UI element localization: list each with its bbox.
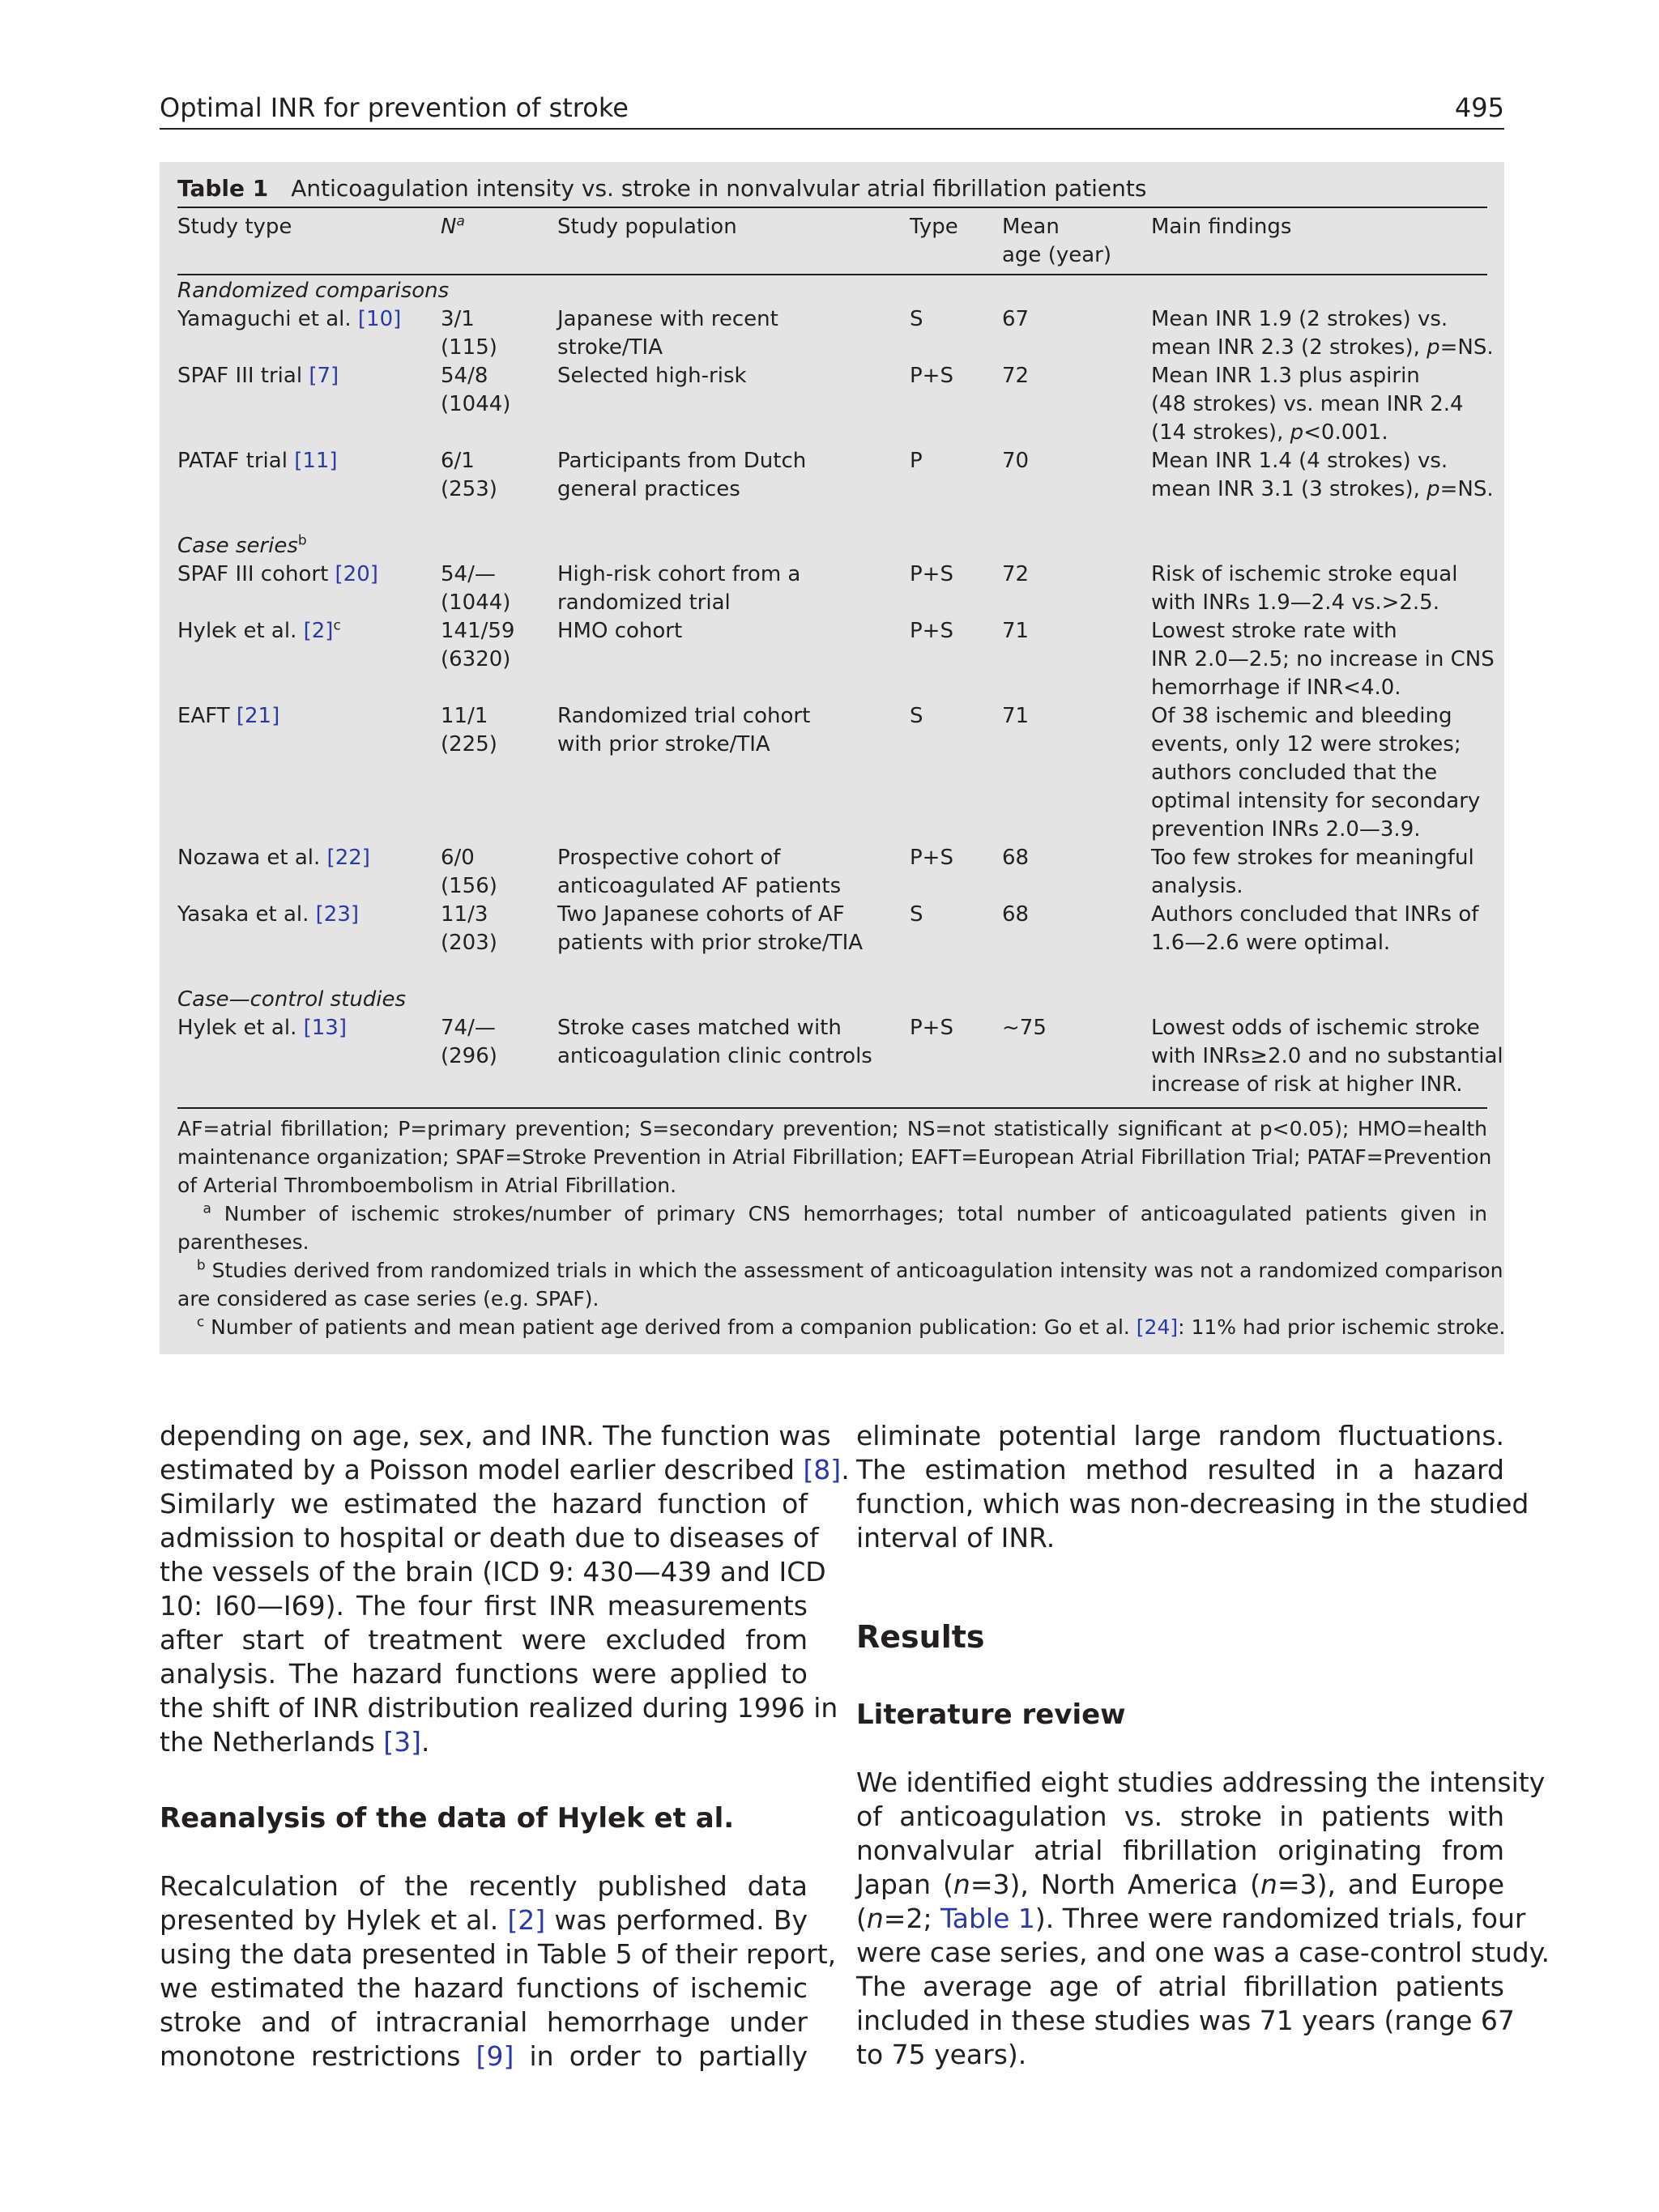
reference-link[interactable]: [20] (335, 562, 378, 586)
table-cell-study: Hylek et al. $[2]^c$ (177, 617, 341, 643)
table-cell-study: Hylek et al. [13] (177, 1016, 347, 1040)
table-cell-population: Selected high-risk (557, 364, 747, 388)
right-column-lower (856, 1766, 1550, 2072)
text-line: monotone restrictions [9] in order to partially (160, 2040, 808, 2072)
italic-symbol: p (1427, 335, 1440, 360)
table-cell-findings: Mean INR 1.3 plus aspirin (48 strokes) vs. mean INR 2.4 (14 strokes), p<0.001. (1151, 364, 1464, 445)
table-cell-findings: Too few strokes for meaningful analysis. (1151, 846, 1474, 898)
header-type: Type (910, 215, 958, 239)
text-line: to 75 years). (856, 2039, 1027, 2070)
table-cell-study: PATAF trial [11] (177, 449, 338, 473)
text-line: Recalculation of the recently published data (160, 1870, 808, 1902)
table-cell-findings: Authors concluded that INRs of 1.6—2.6 were optimal. (1151, 902, 1479, 955)
running-head (160, 87, 1504, 130)
reference-link[interactable]: [9] (476, 2040, 514, 2072)
header-n: $N^a$ (441, 213, 465, 239)
text-line: function, which was non-decreasing in the studied (856, 1488, 1529, 1519)
reference-link[interactable]: [8] (803, 1454, 842, 1485)
table-cell-type: S (910, 307, 923, 331)
italic-symbol: p (1427, 477, 1440, 501)
header-study-type: Study type (177, 215, 292, 239)
section-heading-literature-review: Literature review (856, 1698, 1126, 1731)
table-cell-population: High-risk cohort from a randomized trial (557, 562, 801, 615)
table-cell-age: 70 (1002, 449, 1030, 473)
footnote-abbreviations-line: of Arterial Thromboembolism in Atrial Fibrillation. (177, 1174, 677, 1197)
header-findings: Main findings (1151, 215, 1292, 239)
table-cell-n: 54/8 (1044) (441, 364, 511, 416)
text-line: (n=2; Table 1). Three were randomized trials, four (856, 1903, 1526, 1934)
text-line: using the data presented in Table 5 of their report, (160, 1938, 837, 1970)
table-cell-type: P+S (910, 1016, 953, 1040)
right-column (856, 1419, 1529, 1555)
table-cell-findings: Risk of ischemic stroke equal with INRs 1.9—2.4 vs.>2.5. (1151, 562, 1458, 615)
table-cell-type: P+S (910, 364, 953, 388)
table-cell-type: P+S (910, 846, 953, 870)
table-cell-population: Two Japanese cohorts of AF patients with prior stroke/TIA (557, 902, 864, 955)
text-line: admission to hospital or death due to diseases of (160, 1522, 819, 1554)
table-cell-type: S (910, 704, 923, 728)
table-cell-age: 71 (1002, 704, 1030, 728)
text-line: after start of treatment were excluded from (160, 1624, 808, 1656)
reference-link[interactable]: [3] (383, 1726, 422, 1758)
reference-link[interactable]: [10] (357, 307, 402, 331)
text-line: the Netherlands [3]. (160, 1726, 430, 1758)
table-cell-n: 6/0 (156) (441, 846, 497, 898)
left-column (160, 1419, 850, 1759)
table-cell-age: 68 (1002, 846, 1030, 870)
table-top-rule (177, 207, 1487, 208)
text-line: of anticoagulation vs. stroke in patients with (856, 1801, 1504, 1832)
reference-link[interactable]: [2] (303, 619, 334, 643)
table-cell-findings: Lowest stroke rate with INR 2.0—2.5; no increase in CNS hemorrhage if INR<4.0. (1151, 619, 1495, 700)
table-cell-type: P+S (910, 619, 953, 643)
reference-link[interactable]: [22] (326, 846, 370, 870)
text-line: we estimated the hazard functions of ischemic (160, 1972, 808, 2004)
table-cell-study: SPAF III trial [7] (177, 364, 339, 388)
reference-link[interactable]: [7] (309, 364, 339, 388)
text-line: included in these studies was 71 years (range 67 (856, 2005, 1515, 2036)
italic-symbol: n (1260, 1869, 1277, 1900)
running-head-title: Optimal INR for prevention of stroke (160, 92, 629, 123)
reference-link[interactable]: [11] (294, 449, 338, 473)
table-bottom-rule (177, 1107, 1487, 1109)
reference-link[interactable]: [13] (303, 1016, 347, 1040)
table-cell-population: Randomized trial cohort with prior stroke/TIA (557, 704, 811, 757)
reference-link[interactable]: Table 1 (940, 1903, 1035, 1934)
text-line: presented by Hylek et al. [2] was performed. By (160, 1904, 808, 1936)
italic-symbol: p (1290, 420, 1304, 445)
table-cell-study: Yasaka et al. [23] (177, 902, 360, 927)
footnote-abbreviations-line: AF=atrial fibrillation; P=primary prevention; S=secondary prevention; NS=not statistically significant at p<0.05); HMO=health (177, 1117, 1487, 1140)
table-cell-type: P (910, 449, 923, 473)
table-cell-population: Prospective cohort of anticoagulated AF patients (557, 846, 842, 898)
text-line: estimated by a Poisson model earlier described [8]. (160, 1454, 850, 1485)
table-cell-findings: Of 38 ischemic and bleeding events, only 12 were strokes; authors concluded that the optimal intensity for secondary prevention INRs 2.0—3.9. (1151, 704, 1481, 842)
section-heading-results: Results (856, 1619, 985, 1655)
header-mean-age: Mean age (year) (1002, 215, 1111, 267)
text-line: Similarly we estimated the hazard function of (160, 1488, 808, 1519)
table-caption-text: Anticoagulation intensity vs. stroke in nonvalvular atrial fibrillation patients (291, 175, 1147, 202)
table-cell-n: 6/1 (253) (441, 449, 497, 501)
page-number: 495 (1454, 92, 1504, 123)
section-label: Randomized comparisons (177, 279, 450, 303)
section-heading-reanalysis: Reanalysis of the data of Hylek et al. (160, 1802, 735, 1835)
table-cell-n: 54/— (1044) (441, 562, 511, 615)
footnote-c: $^c$ Number of patients and mean patient age derived from a companion publication: Go et al. [24]: 11% had prior ischemic stroke. (196, 1314, 1506, 1339)
table-caption (177, 172, 1146, 206)
table-cell-population: Participants from Dutch general practices (557, 449, 807, 501)
table-cell-study: EAFT [21] (177, 704, 280, 728)
table-cell-n: 74/— (296) (441, 1016, 497, 1068)
section-label: Case—control studies (177, 987, 407, 1012)
footnote-a-cont: parentheses. (177, 1230, 309, 1254)
reference-link[interactable]: [24] (1136, 1315, 1179, 1339)
table-cell-age: 68 (1002, 902, 1030, 927)
table-cell-findings: Lowest odds of ischemic stroke with INRs≥2.0 and no substantial increase of risk at higher INR. (1151, 1016, 1503, 1097)
text-line: Japan (n=3), North America (n=3), and Europe (856, 1869, 1505, 1900)
text-line: nonvalvular atrial fibrillation originating from (856, 1835, 1504, 1866)
italic-symbol: n (953, 1869, 970, 1900)
text-line: depending on age, sex, and INR. The function was (160, 1420, 831, 1451)
table-cell-findings: Mean INR 1.4 (4 strokes) vs. mean INR 3.1 (3 strokes), p=NS. (1151, 449, 1494, 501)
header-population: Study population (557, 215, 737, 239)
italic-symbol: n (866, 1903, 884, 1934)
text-line: were case series, and one was a case-control study. (856, 1937, 1550, 1968)
left-paragraph-1 (160, 1419, 850, 1759)
table-cell-population: Stroke cases matched with anticoagulation clinic controls (557, 1016, 872, 1068)
section-label: Case series$^b$ (177, 532, 307, 558)
table-cell-population: HMO cohort (557, 619, 683, 643)
footnote-a: $^a$ Number of ischemic strokes/number of primary CNS hemorrhages; total number of anticoagulated patients given in (203, 1200, 1487, 1225)
table-cell-n: 11/1 (225) (441, 704, 497, 757)
table-1 (160, 162, 1504, 1354)
footnote-abbreviations-line: maintenance organization; SPAF=Stroke Prevention in Atrial Fibrillation; EAFT=European Atrial Fibrillation Trial; PATAF=Prevention (177, 1145, 1492, 1169)
text-line: the vessels of the brain (ICD 9: 430—439 and ICD (160, 1556, 826, 1588)
text-line: interval of INR. (856, 1522, 1056, 1554)
table-cell-age: ~75 (1002, 1016, 1047, 1040)
text-line: The average age of atrial fibrillation patients (856, 1971, 1504, 2002)
right-paragraph-1 (856, 1419, 1529, 1555)
table-cell-age: 72 (1002, 364, 1030, 388)
table-cell-n: 141/59 (6320) (441, 619, 515, 671)
table-header-rule (177, 274, 1487, 275)
table-cell-population: Japanese with recent stroke/TIA (557, 307, 778, 360)
table-cell-study: Yamaguchi et al. [10] (177, 307, 402, 331)
text-line: We identified eight studies addressing the intensity (856, 1767, 1546, 1798)
footnote-b: $^b$ Studies derived from randomized trials in which the assessment of anticoagulation intensity was not a randomized comparison (196, 1257, 1503, 1282)
text-line: analysis. The hazard functions were applied to (160, 1658, 808, 1690)
table-cell-type: S (910, 902, 923, 927)
text-line: stroke and of intracranial hemorrhage under (160, 2006, 808, 2038)
table-cell-study: Nozawa et al. [22] (177, 846, 370, 870)
table-cell-n: 11/3 (203) (441, 902, 497, 955)
table-cell-n: 3/1 (115) (441, 307, 497, 360)
text-line: the shift of INR distribution realized during 1996 in (160, 1692, 838, 1724)
left-paragraph-2 (160, 1869, 837, 2073)
table-cell-findings: Mean INR 1.9 (2 strokes) vs. mean INR 2.3 (2 strokes), p=NS. (1151, 307, 1494, 360)
table-cell-age: 72 (1002, 562, 1030, 586)
table-cell-study: SPAF III cohort [20] (177, 562, 378, 586)
text-line: eliminate potential large random fluctuations. (856, 1420, 1504, 1451)
table-cell-type: P+S (910, 562, 953, 586)
right-paragraph-2 (856, 1766, 1550, 2072)
reference-link[interactable]: [2] (507, 1904, 546, 1936)
footnote-b-cont: are considered as case series (e.g. SPAF). (177, 1287, 599, 1311)
left-column-lower (160, 1869, 837, 2073)
table-label: Table 1 (177, 175, 269, 202)
reference-link[interactable]: [23] (315, 902, 360, 927)
reference-link[interactable]: [21] (236, 704, 280, 728)
table-cell-age: 67 (1002, 307, 1030, 331)
table-cell-age: 71 (1002, 619, 1030, 643)
text-line: 10: I60—I69). The four first INR measurements (160, 1590, 808, 1622)
text-line: The estimation method resulted in a hazard (856, 1454, 1504, 1485)
